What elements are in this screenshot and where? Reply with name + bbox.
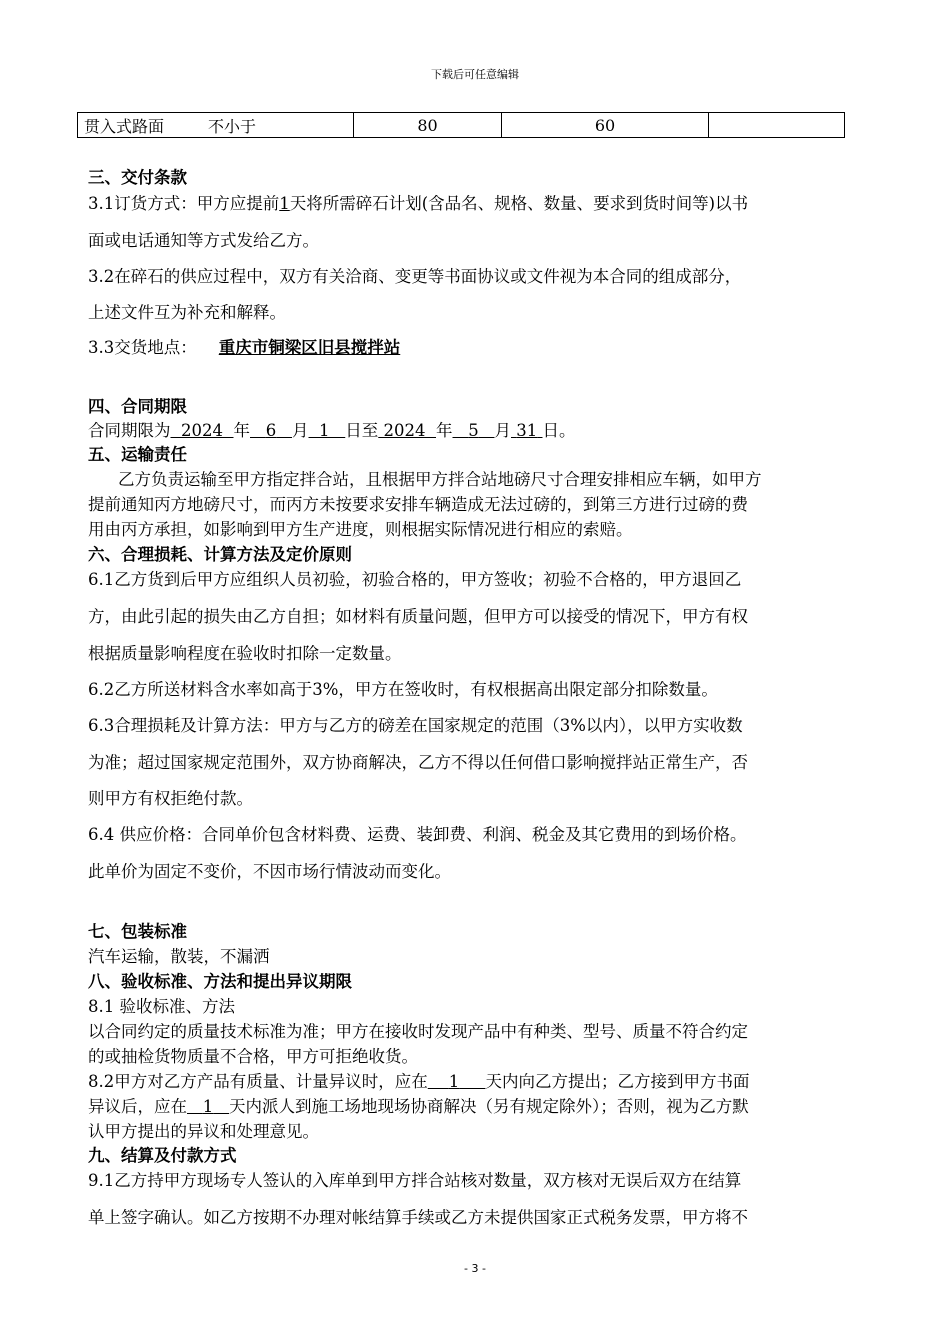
table-cell-empty <box>709 113 845 138</box>
para-7: 汽车运输，散装，不漏洒 <box>88 947 270 966</box>
para-5-line-2: 提前通知丙方地磅尺寸，而丙方未按要求安排车辆造成无法过磅的，到第三方进行过磅的费 <box>88 495 748 514</box>
para-6-3-line-1: 6.3合理损耗及计算方法：甲方与乙方的磅差在国家规定的范围（3%以内），以甲方实收数 <box>88 716 743 735</box>
qualifier: 不小于 <box>208 116 257 136</box>
spec-table <box>77 112 845 138</box>
para-3-3: 3.3交货地点： 重庆市铜梁区旧县搅拌站 <box>88 338 401 357</box>
para-3-2-line-2: 上述文件互为补充和解释。 <box>88 303 286 322</box>
para-6-2: 6.2乙方所送材料含水率如高于3%，甲方在签收时，有权根据高出限定部分扣除数量。 <box>88 680 718 699</box>
delivery-place: 重庆市铜梁区旧县搅拌站 <box>218 338 401 357</box>
para-6-3-line-2: 为准；超过国家规定范围外，双方协商解决，乙方不得以任何借口影响搅拌站正常生产，否 <box>88 753 748 772</box>
para-8-1-title: 8.1 验收标准、方法 <box>88 997 235 1016</box>
table-cell-value-1: 80 <box>354 113 502 138</box>
para-3-1-line-2: 面或电话通知等方式发给乙方。 <box>88 231 319 250</box>
para-9-1-line-2: 单上签字确认。如乙方按期不办理对帐结算手续或乙方未提供国家正式税务发票，甲方将不 <box>88 1208 748 1227</box>
table-cell-value-2: 60 <box>502 113 709 138</box>
para-6-4-line-2: 此单价为固定不变价，不因市场行情波动而变化。 <box>88 862 451 881</box>
contract-term: 合同期限为 2024 年 6 月 1 日至 2024 年 5 月 31 日。 <box>88 421 576 440</box>
section-5-title: 五、运输责任 <box>88 445 187 464</box>
para-3-1-line-1: 3.1订货方式：甲方应提前1天将所需碎石计划(含品名、规格、数量、要求到货时间等)以书 <box>88 194 749 213</box>
para-9-1-line-1: 9.1乙方持甲方现场专人签认的入库单到甲方拌合站核对数量，双方核对无误后双方在结算 <box>88 1171 742 1190</box>
para-6-1-line-1: 6.1乙方货到后甲方应组织人员初验，初验合格的，甲方签收；初验不合格的，甲方退回乙 <box>88 570 742 589</box>
section-8-title: 八、验收标准、方法和提出异议期限 <box>88 972 352 991</box>
para-8-2-line-3: 认甲方提出的异议和处理意见。 <box>88 1122 319 1141</box>
para-8-2-line-1: 8.2甲方对乙方产品有质量、计量异议时，应在 1 天内向乙方提出；乙方接到甲方书面 <box>88 1072 750 1091</box>
section-4-title: 四、合同期限 <box>88 397 187 416</box>
para-5-line-3: 用由丙方承担，如影响到甲方生产进度，则根据实际情况进行相应的索赔。 <box>88 520 633 539</box>
para-8-1-line-2: 的或抽检货物质量不合格，甲方可拒绝收货。 <box>88 1047 418 1066</box>
para-6-1-line-2: 方，由此引起的损失由乙方自担；如材料有质量问题，但甲方可以接受的情况下，甲方有权 <box>88 607 748 626</box>
para-6-1-line-3: 根据质量影响程度在验收时扣除一定数量。 <box>88 644 402 663</box>
header-note: 下载后可任意编辑 <box>431 68 519 81</box>
para-6-4-line-1: 6.4 供应价格：合同单价包含材料费、运费、装卸费、利润、税金及其它费用的到场价格。 <box>88 825 747 844</box>
para-3-2-line-1: 3.2在碎石的供应过程中，双方有关洽商、变更等书面协议或文件视为本合同的组成部分， <box>88 267 742 286</box>
table-cell-name <box>78 113 354 138</box>
order-days: 1 <box>279 194 290 213</box>
section-9-title: 九、结算及付款方式 <box>88 1146 237 1165</box>
section-3-title: 三、交付条款 <box>88 168 187 187</box>
para-5-line-1: 乙方负责运输至甲方指定拌合站，且根据甲方拌合站地磅尺寸合理安排相应车辆，如甲方 <box>118 470 762 489</box>
table-row <box>78 113 845 138</box>
para-8-2-line-2: 异议后，应在 1 天内派人到施工场地现场协商解决（另有规定除外）；否则，视为乙方默 <box>88 1097 749 1116</box>
para-8-1-line-1: 以合同约定的质量技术标准为准；甲方在接收时发现产品中有种类、型号、质量不符合约定 <box>88 1022 748 1041</box>
section-7-title: 七、包装标准 <box>88 922 187 941</box>
road-type: 贯入式路面 <box>84 116 165 136</box>
page-number: - 3 - <box>464 1262 486 1275</box>
section-6-title: 六、合理损耗、计算方法及定价原则 <box>88 545 352 564</box>
para-6-3-line-3: 则甲方有权拒绝付款。 <box>88 789 253 808</box>
